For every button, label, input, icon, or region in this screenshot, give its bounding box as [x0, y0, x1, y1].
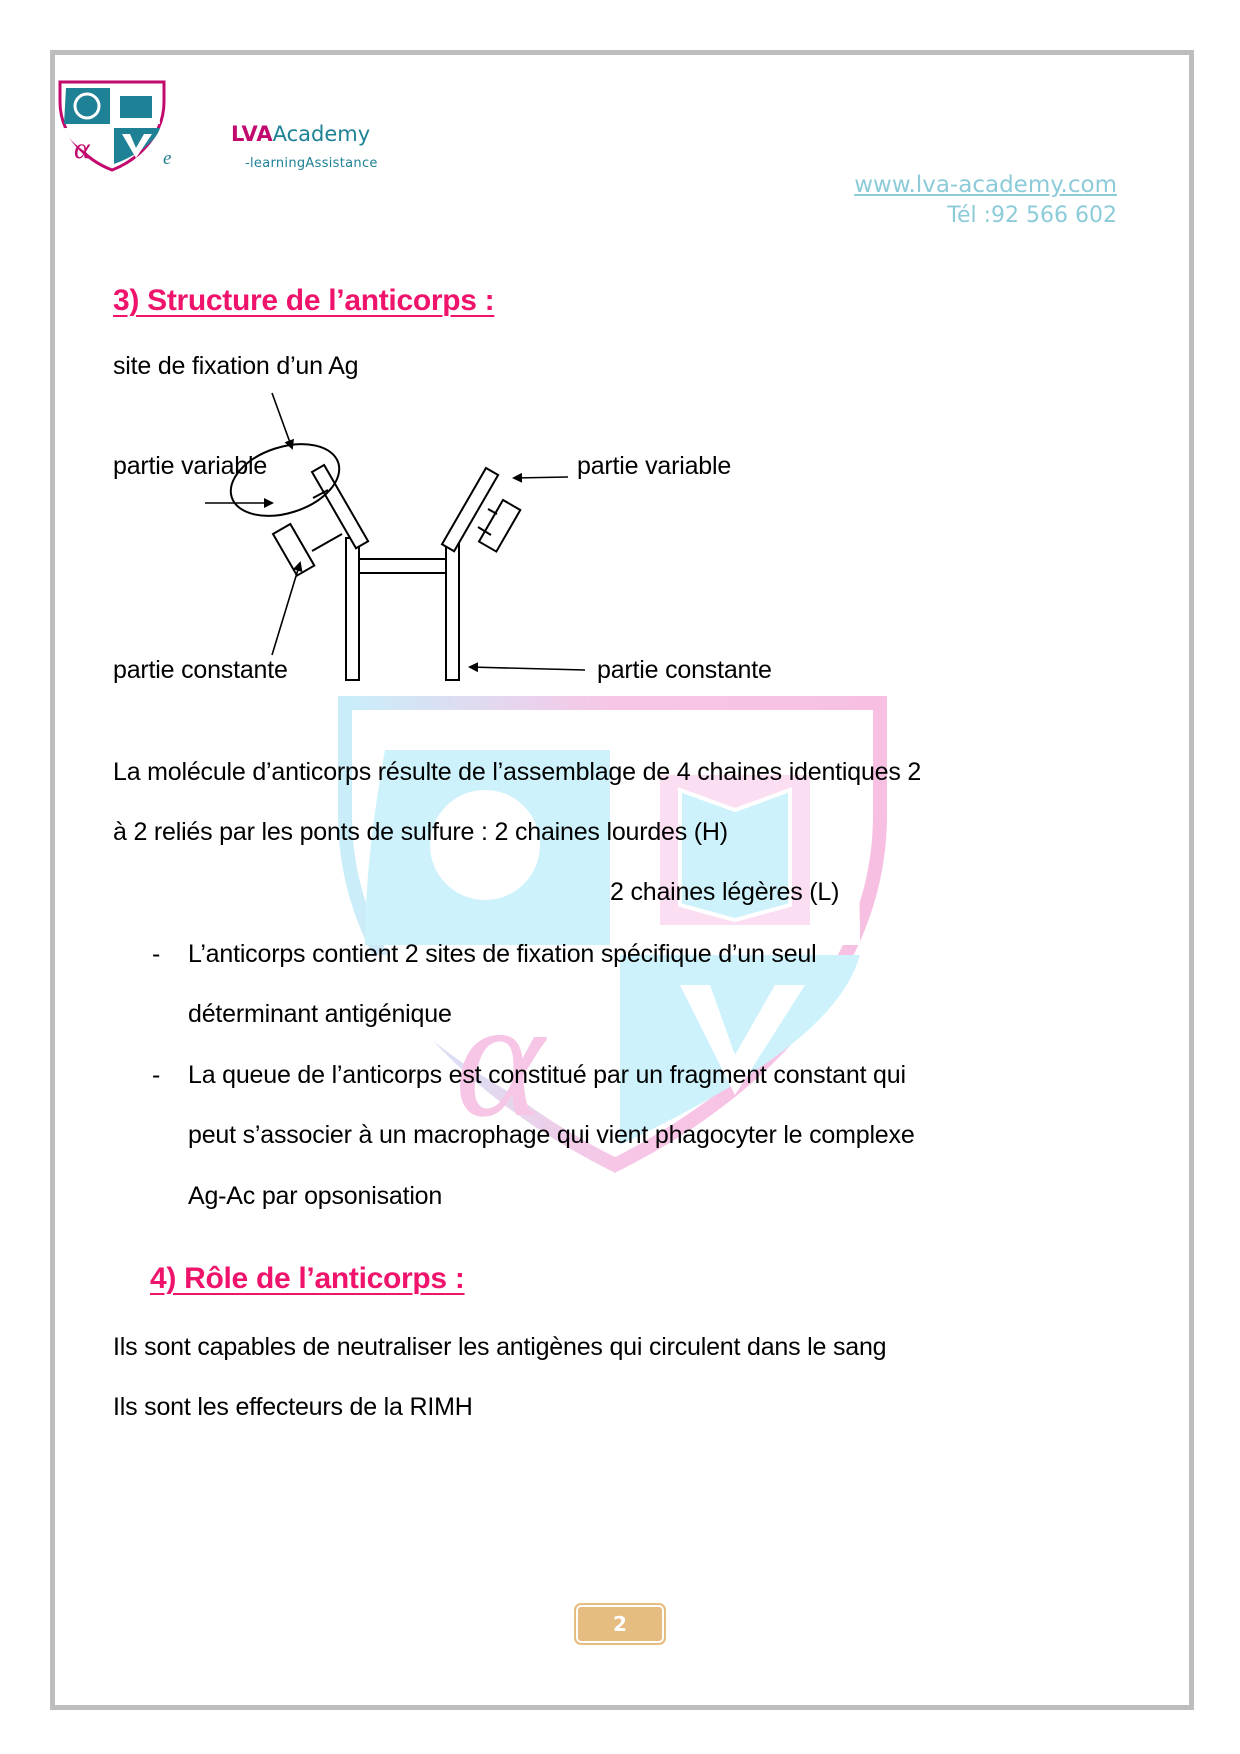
label-variable-left: partie variable [113, 452, 268, 480]
bullet-2-line-2: peut s’associer à un macrophage qui vient phagocyter le complexe [188, 1121, 915, 1149]
bullet-1-dash: - [152, 940, 161, 968]
label-constant-left: partie constante [113, 656, 288, 684]
svg-text:α: α [455, 964, 545, 1152]
svg-text:α: α [74, 132, 90, 165]
bullet-1-line-2: déterminant antigénique [188, 1000, 452, 1028]
logo-letter: e [163, 148, 172, 169]
brand-prefix: LVA [231, 122, 273, 146]
label-binding-site: site de fixation d’un Ag [113, 352, 359, 380]
website-link[interactable]: www.lva-academy.com [854, 172, 1117, 198]
page-number-badge: 2 [574, 1603, 666, 1645]
lva-academy-logo-icon [58, 80, 166, 172]
paragraph-line-2: à 2 reliés par les ponts de sulfure : 2 chaines lourdes (H) [113, 818, 728, 846]
role-line-2: Ils sont les effecteurs de la RIMH [113, 1393, 473, 1421]
paragraph-line-1: La molécule d’anticorps résulte de l’assemblage de 4 chaines identiques 2 [113, 758, 922, 786]
role-line-1: Ils sont capables de neutraliser les antigènes qui circulent dans le sang [113, 1333, 887, 1361]
bullet-2-line-1: La queue de l’anticorps est constitué par un fragment constant qui [188, 1061, 906, 1089]
bullet-1-line-1: L’anticorps contient 2 sites de fixation spécifique d’un seul [188, 940, 817, 968]
phone-number: Tél :92 566 602 [947, 203, 1117, 228]
section-3-heading: 3) Structure de l’anticorps : [113, 284, 495, 317]
bullet-2-line-3: Ag-Ac par opsonisation [188, 1182, 443, 1210]
label-constant-right: partie constante [597, 656, 772, 684]
section-4-heading: 4) Rôle de l’anticorps : [150, 1262, 465, 1295]
bullet-2-dash: - [152, 1061, 161, 1089]
label-variable-right: partie variable [577, 452, 732, 480]
brand-suffix: Academy [272, 122, 371, 146]
paragraph-line-3: 2 chaines légères (L) [610, 878, 840, 906]
brand-tagline: -learningAssistance [245, 156, 378, 171]
brand-name [231, 122, 370, 146]
